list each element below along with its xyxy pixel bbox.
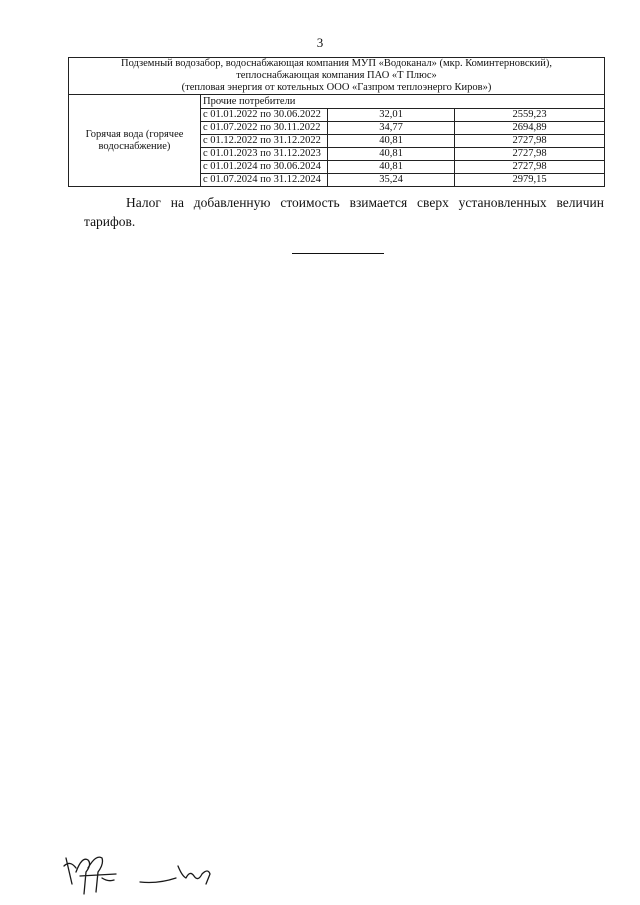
header-line: (тепловая энергия от котельных ООО «Газпром теплоэнерго Киров») bbox=[181, 82, 492, 93]
water-tariff-cell: 40,81 bbox=[328, 161, 455, 174]
period-cell: с 01.07.2024 по 31.12.2024 bbox=[201, 174, 328, 187]
table-header bbox=[69, 58, 605, 95]
end-divider bbox=[292, 253, 384, 254]
period-cell: с 01.12.2022 по 31.12.2022 bbox=[201, 135, 328, 148]
heat-tariff-cell: 2559,23 bbox=[455, 109, 605, 122]
period-cell: с 01.01.2022 по 30.06.2022 bbox=[201, 109, 328, 122]
water-tariff-cell: 40,81 bbox=[328, 148, 455, 161]
vat-note: Налог на добавленную стоимость взимается сверх установленных величин тарифов. bbox=[84, 195, 604, 229]
group-label: Прочие потребители bbox=[201, 95, 605, 109]
period-cell: с 01.07.2022 по 30.11.2022 bbox=[201, 122, 328, 135]
handwritten-signature-icon bbox=[58, 848, 228, 898]
category-cell: Горячая вода (горячее водоснабжение) bbox=[69, 95, 201, 187]
header-line: теплоснабжающая компания ПАО «Т Плюс» bbox=[236, 70, 437, 81]
water-tariff-cell: 32,01 bbox=[328, 109, 455, 122]
period-cell: с 01.01.2023 по 31.12.2023 bbox=[201, 148, 328, 161]
water-tariff-cell: 34,77 bbox=[328, 122, 455, 135]
group-row bbox=[69, 95, 605, 109]
water-tariff-cell: 35,24 bbox=[328, 174, 455, 187]
tariff-table bbox=[68, 57, 605, 187]
signatures bbox=[58, 848, 228, 898]
water-tariff-cell: 40,81 bbox=[328, 135, 455, 148]
heat-tariff-cell: 2727,98 bbox=[455, 161, 605, 174]
heat-tariff-cell: 2694,89 bbox=[455, 122, 605, 135]
page-number: 3 bbox=[316, 35, 324, 50]
heat-tariff-cell: 2979,15 bbox=[455, 174, 605, 187]
heat-tariff-cell: 2727,98 bbox=[455, 135, 605, 148]
heat-tariff-cell: 2727,98 bbox=[455, 148, 605, 161]
period-cell: с 01.01.2024 по 30.06.2024 bbox=[201, 161, 328, 174]
header-line: Подземный водозабор, водоснабжающая компания МУП «Водоканал» (мкр. Коминтерновский), bbox=[121, 58, 553, 69]
table-header-row bbox=[69, 58, 605, 95]
